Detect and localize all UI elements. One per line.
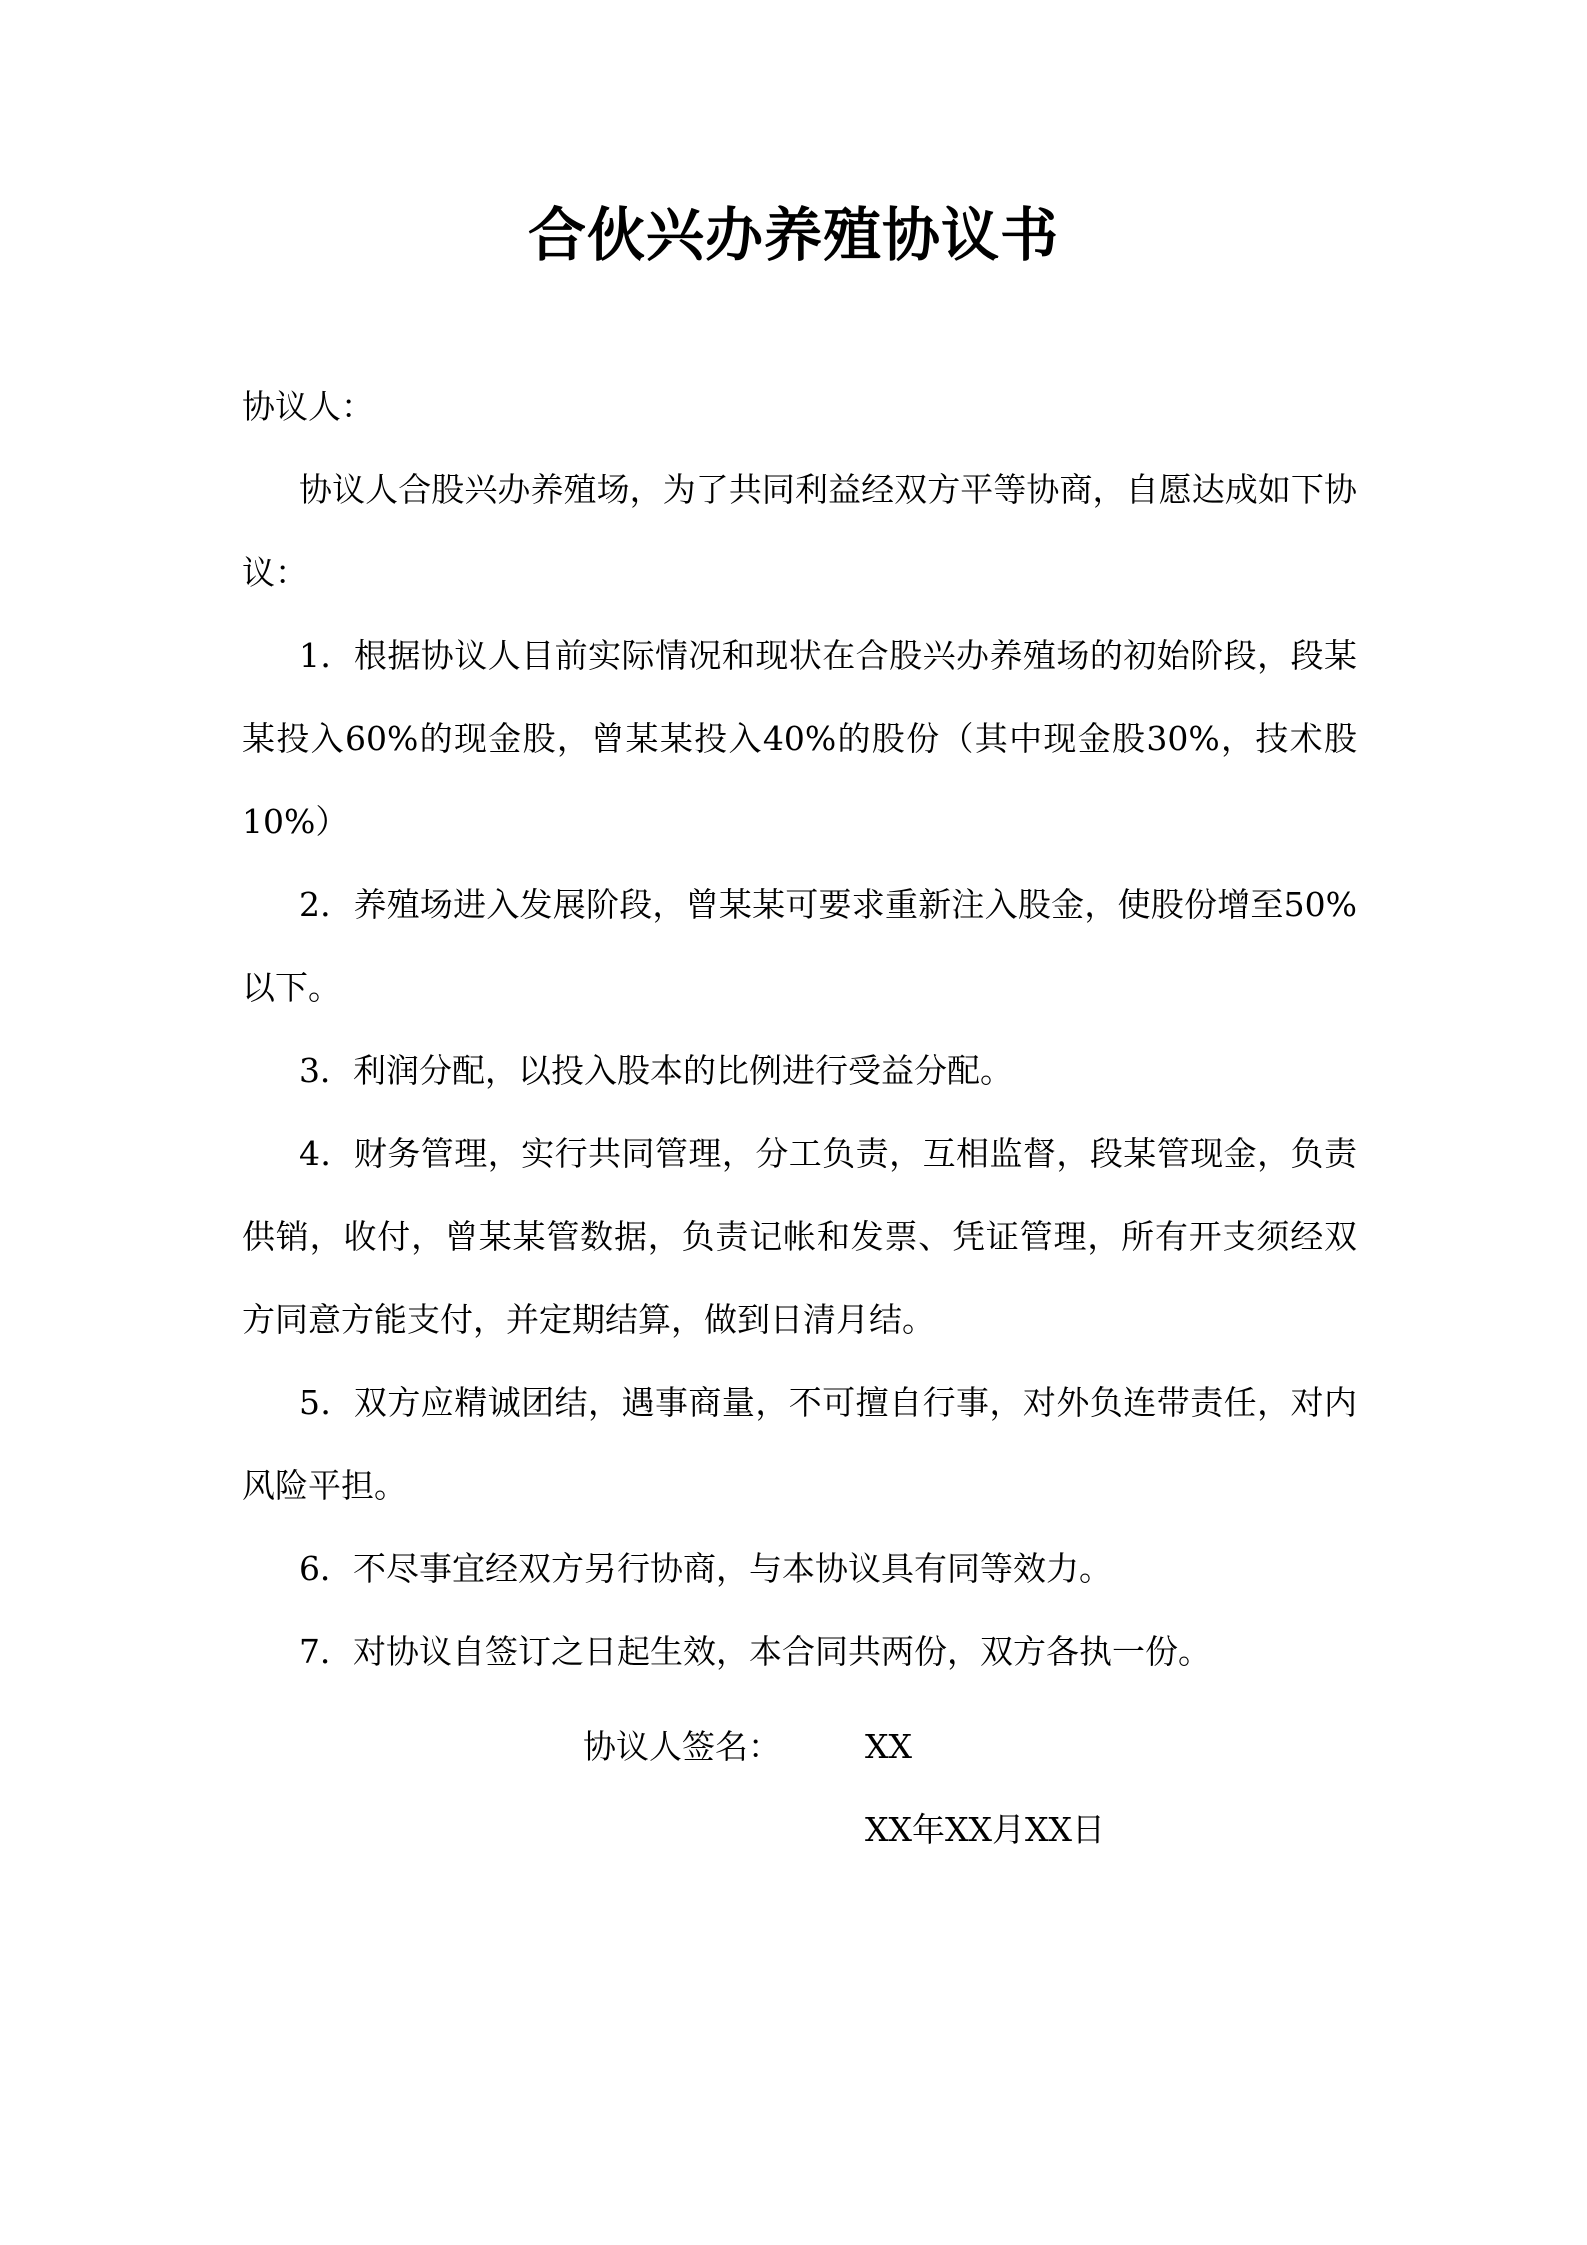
intro-paragraph: 协议人合股兴办养殖场，为了共同利益经双方平等协商，自愿达成如下协议： [242,470,1357,592]
clause-6: 6．不尽事宜经双方另行协商，与本协议具有同等效力。 [299,1549,1112,1588]
document-title: 合伙兴办养殖协议书 [527,201,1059,269]
signature-date: XX年XX月XX日 [865,1810,1105,1849]
party-label: 协议人： [242,387,374,426]
document-body [242,365,1357,1693]
clause-7: 7．对协议自签订之日起生效，本合同共两份，双方各执一份。 [299,1632,1211,1671]
clause-2: 2．养殖场进入发展阶段，曾某某可要求重新注入股金，使股份增至50%以下。 [242,885,1357,1007]
signature-value: XX [865,1727,912,1766]
clause-1: 1．根据协议人目前实际情况和现状在合股兴办养殖场的初始阶段，段某某投入60%的现金股，曾某某投入40%的股份（其中现金股30%，技术股10%） [242,636,1357,841]
signature-label: 协议人签名： [583,1727,781,1766]
clause-3: 3．利润分配，以投入股本的比例进行受益分配。 [299,1051,1013,1090]
clause-4: 4．财务管理，实行共同管理，分工负责，互相监督，段某管现金，负责供销，收付，曾某某管数据，负责记帐和发票、凭证管理，所有开支须经双方同意方能支付，并定期结算，做到日清月结。 [242,1134,1357,1339]
clause-5: 5．双方应精诚团结，遇事商量，不可擅自行事，对外负连带责任，对内风险平担。 [242,1383,1357,1505]
